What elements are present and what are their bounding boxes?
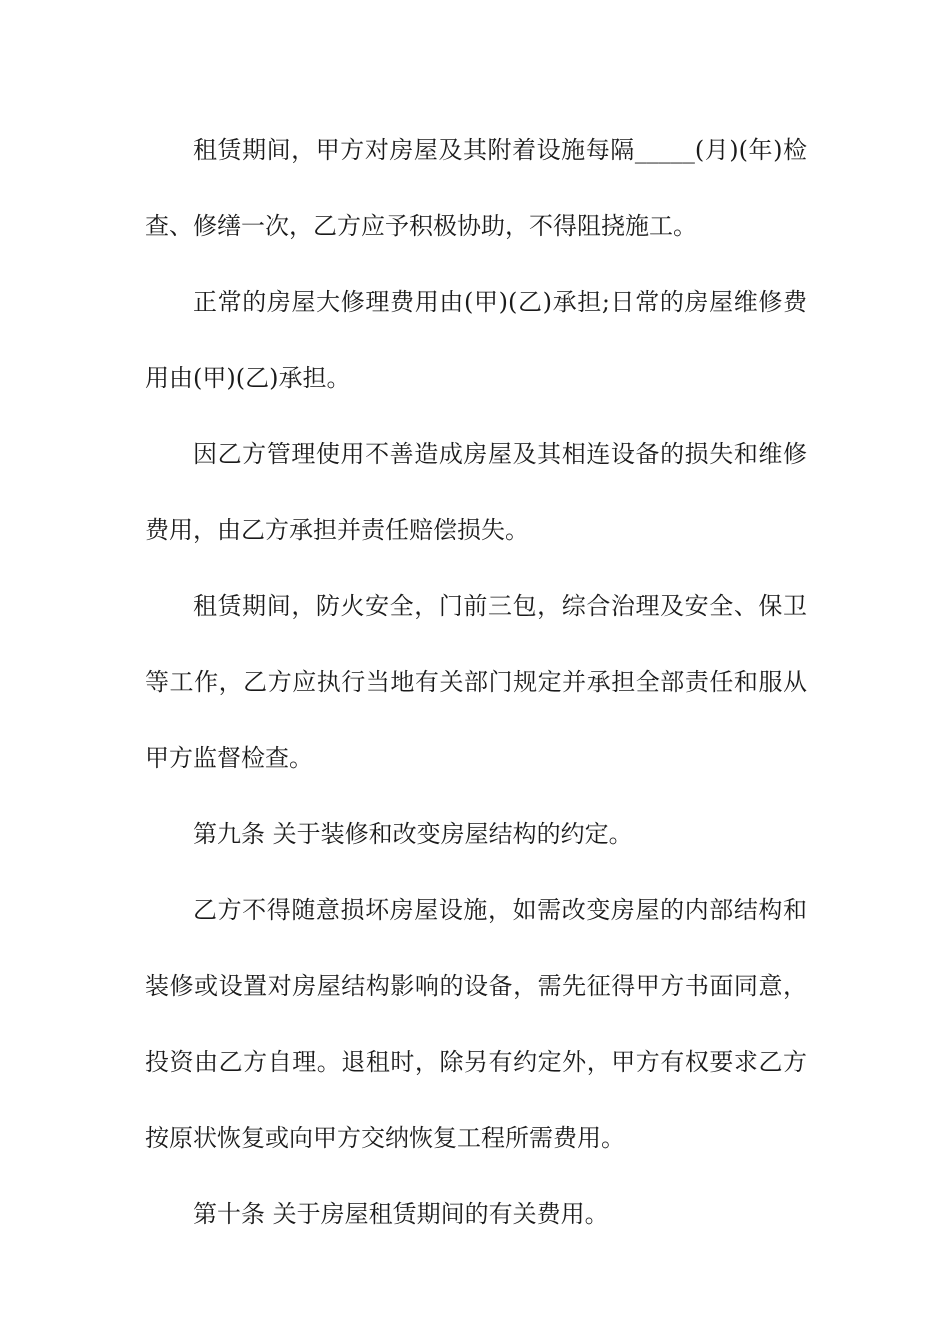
article-ten-heading: 第十条 关于房屋租赁期间的有关费用。	[193, 1200, 609, 1228]
document-body	[145, 112, 807, 1252]
article-nine-heading: 第九条 关于装修和改变房屋结构的约定。	[193, 820, 633, 848]
paragraph-inspection-repair: 租赁期间，甲方对房屋及其附着设施每隔_____(月)(年)检查、修缮一次，乙方应予积极协助，不得阻挠施工。	[145, 136, 807, 240]
paragraph-safety-responsibility: 租赁期间，防火安全，门前三包，综合治理及安全、保卫等工作，乙方应执行当地有关部门规定并承担全部责任和服从甲方监督检查。	[145, 592, 807, 772]
paragraph-renovation-terms: 乙方不得随意损坏房屋设施，如需改变房屋的内部结构和装修或设置对房屋结构影响的设备，需先征得甲方书面同意，投资由乙方自理。退租时，除另有约定外，甲方有权要求乙方按原状恢复或向甲方交纳恢复工程所需费用。	[145, 896, 807, 1152]
paragraph-damage-liability: 因乙方管理使用不善造成房屋及其相连设备的损失和维修费用，由乙方承担并责任赔偿损失。	[145, 440, 807, 544]
paragraph-repair-costs: 正常的房屋大修理费用由(甲)(乙)承担;日常的房屋维修费用由(甲)(乙)承担。	[145, 288, 807, 392]
